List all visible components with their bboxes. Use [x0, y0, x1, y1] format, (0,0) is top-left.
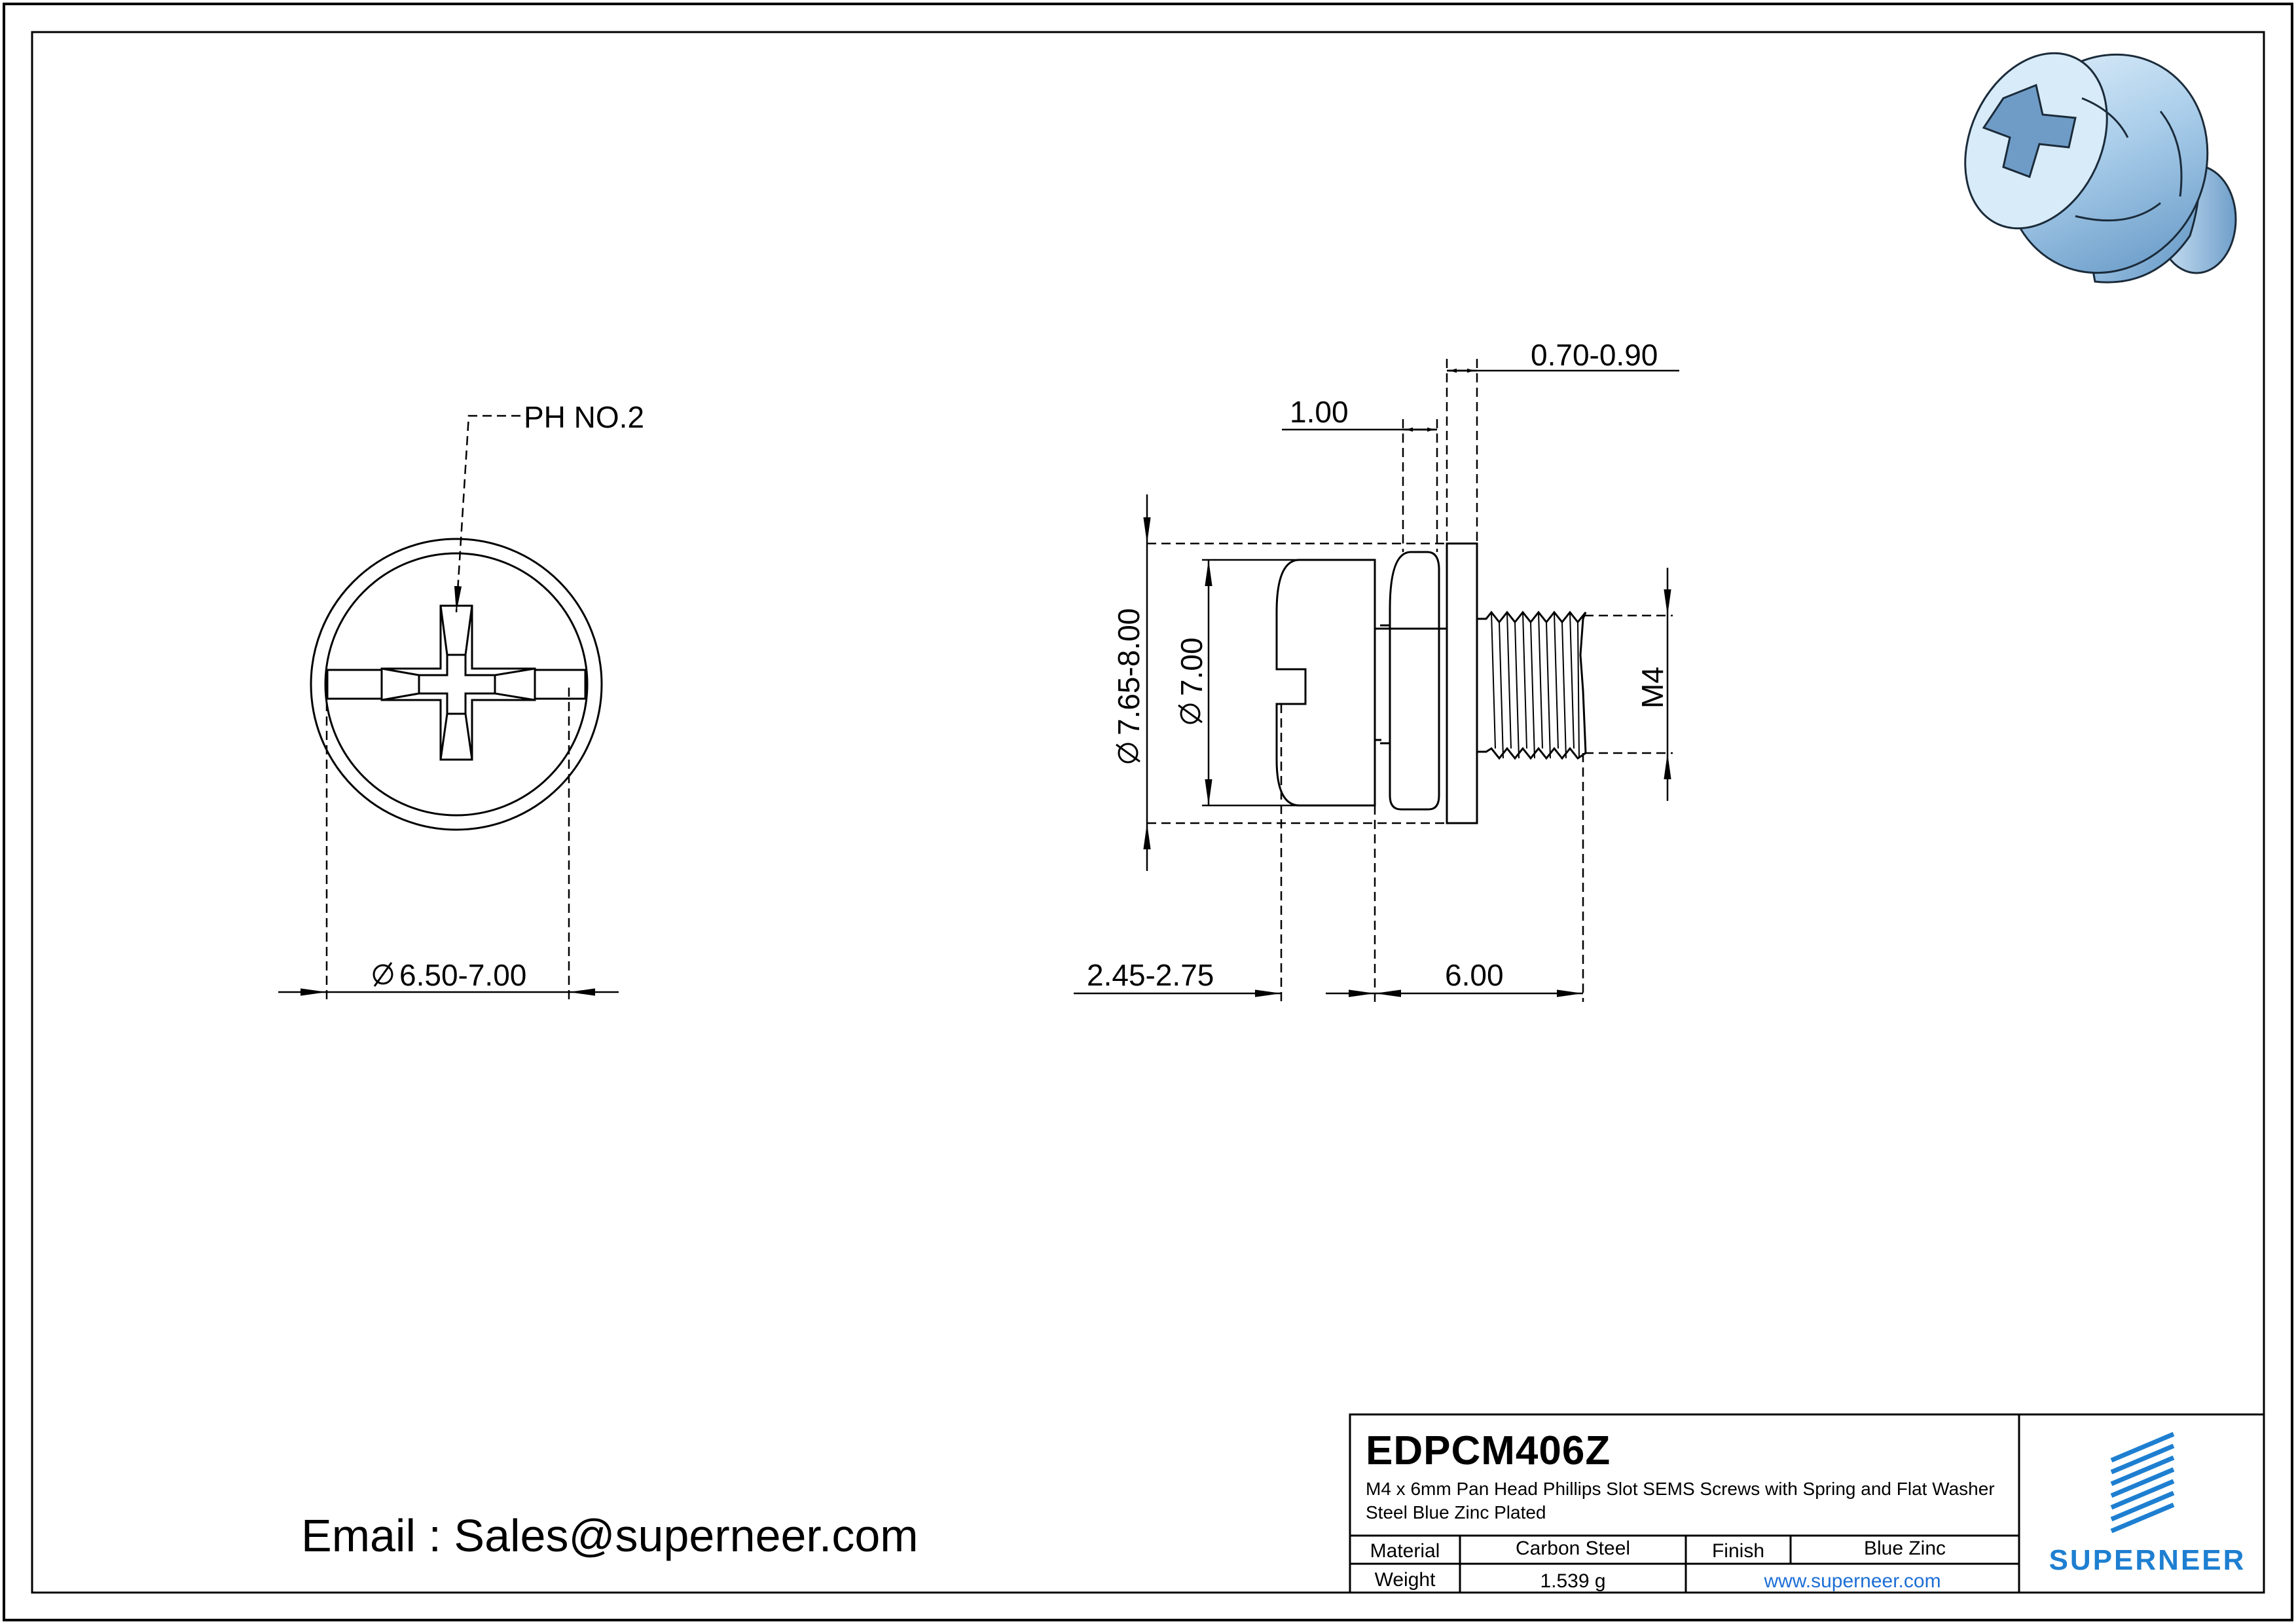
head-diameter-label: 6.50-7.00	[399, 958, 527, 992]
side-view	[1277, 544, 1586, 823]
screw-3d-render-icon	[1938, 22, 2243, 306]
finish-label: Finish	[1711, 1540, 1765, 1562]
pan-head	[1277, 560, 1375, 805]
finish-value: Blue Zinc	[1863, 1538, 1946, 1559]
washer-diameter-label: 7.65-8.00	[1112, 608, 1146, 735]
material-value: Carbon Steel	[1515, 1538, 1631, 1559]
washer-diameter-symbol-icon	[1116, 744, 1140, 762]
weight-value: 1.539 g	[1540, 1570, 1606, 1592]
title-block	[1350, 1414, 2264, 1593]
thread-label: M4	[1635, 667, 1669, 709]
head-view	[311, 539, 602, 830]
washer-thickness-label: 0.70-0.90	[1531, 338, 1658, 372]
phillips-cross	[382, 606, 535, 760]
flat-washer	[1447, 544, 1477, 823]
head-diameter-symbol-icon	[1178, 705, 1202, 723]
spring-thickness-label: 1.00	[1290, 395, 1349, 429]
outer-border	[4, 4, 2292, 1620]
brand-name: SUPERNEER	[2049, 1544, 2246, 1576]
diameter-symbol-icon	[374, 963, 392, 986]
callout-text: PH NO.2	[524, 400, 645, 434]
spring-washer	[1390, 552, 1439, 809]
material-label: Material	[1370, 1540, 1440, 1562]
length-label: 6.00	[1445, 958, 1504, 992]
head-height-label: 2.45-2.75	[1087, 958, 1214, 992]
website-link[interactable]: www.superneer.com	[1764, 1570, 1941, 1592]
part-description: M4 x 6mm Pan Head Phillips Slot SEMS Screws with Spring and Flat Washer Steel Blue Zinc Plated	[1366, 1479, 1995, 1522]
callout-leader	[456, 416, 520, 612]
side-dimension-lines	[1074, 359, 1679, 1002]
head-diameter-side-label: 7.00	[1175, 637, 1209, 696]
weight-label: Weight	[1374, 1569, 1436, 1591]
inner-border	[32, 32, 2264, 1593]
part-number: EDPCM406Z	[1366, 1428, 1611, 1473]
contact-email: Email : Sales@superneer.com	[301, 1510, 919, 1561]
